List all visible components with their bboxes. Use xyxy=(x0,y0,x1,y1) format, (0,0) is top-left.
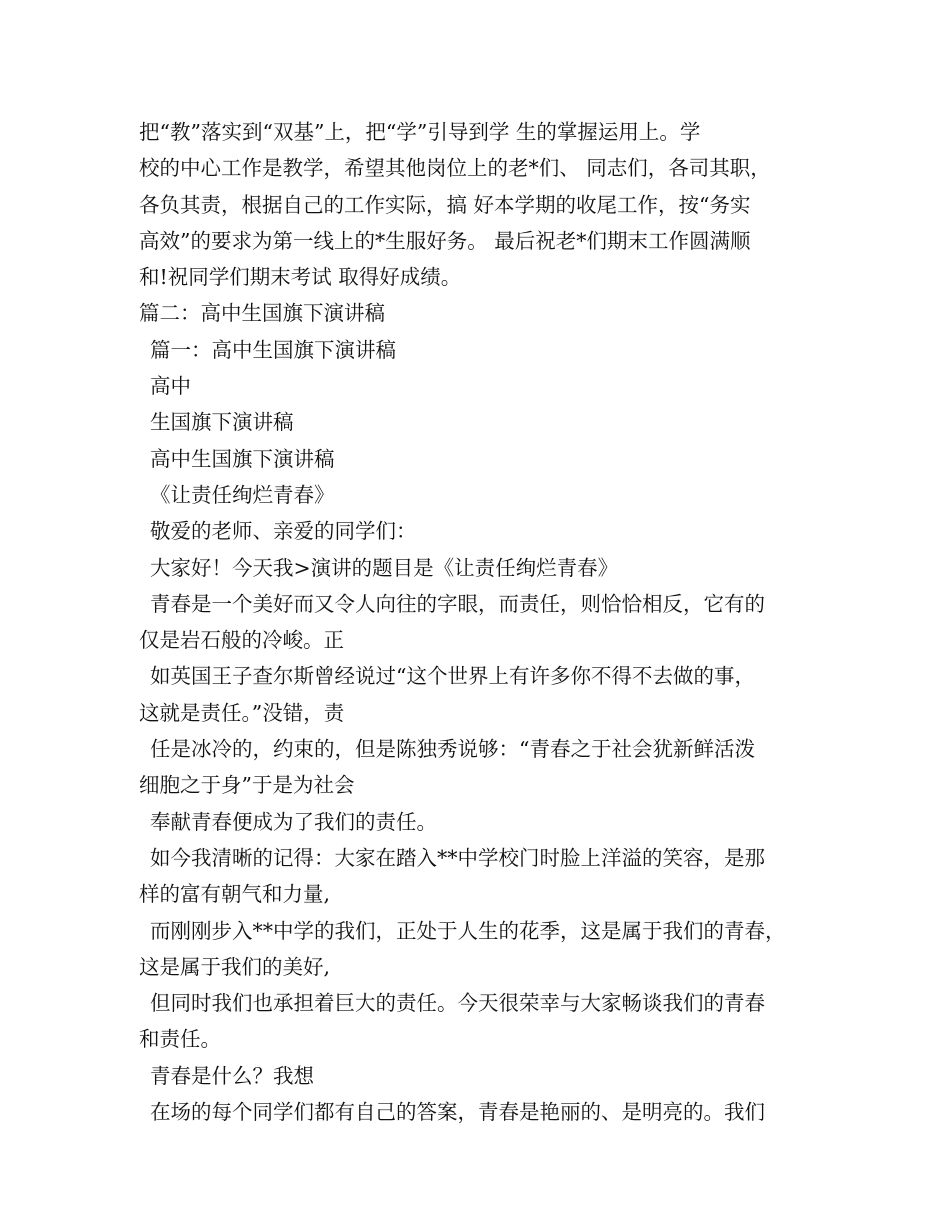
text-line: 高中生国旗下演讲稿 xyxy=(150,446,335,471)
text-line: 细胞之于身”于是为社会 xyxy=(139,773,355,798)
text-line: 如英国王子查尔斯曾经说过“这个世界上有许多你不得不去做的事， xyxy=(150,664,755,689)
text-line: 青春是一个美好而又令人向往的字眼，而责任，则恰恰相反，它有的 xyxy=(150,591,765,616)
text-line: 高效”的要求为第一线上的*生服好务。 最后祝老*们期末工作圆满顺 xyxy=(139,228,751,253)
text-line: 校的中心工作是教学，希望其他岗位上的老*们、 同志们，各司其职， xyxy=(139,156,771,181)
text-line: 篇二：高中生国旗下演讲稿 xyxy=(139,301,385,326)
text-line: 奉献青春便成为了我们的责任。 xyxy=(150,809,437,834)
document-body xyxy=(139,114,819,1130)
text-line: 这是属于我们的美好, xyxy=(139,954,331,979)
text-line: 和责任。 xyxy=(139,1027,221,1052)
text-line: 高中 xyxy=(150,374,191,399)
text-line: 任是冰冷的，约束的，但是陈独秀说够：“青春之于社会犹新鲜活泼 xyxy=(150,737,755,762)
text-line: 篇一：高中生国旗下演讲稿 xyxy=(150,337,396,362)
text-line: 在场的每个同学们都有自己的答案，青春是艳丽的、是明亮的。我们 xyxy=(150,1100,765,1125)
text-line: 但同时我们也承担着巨大的责任。今天很荣幸与大家畅谈我们的青春 xyxy=(150,991,765,1016)
text-line: 青春是什么？我想 xyxy=(150,1063,314,1088)
text-line: 而刚刚步入**中学的我们，正处于人生的花季，这是属于我们的青春， xyxy=(150,918,786,943)
text-line: 这就是责任。”没错，责 xyxy=(139,700,345,725)
text-line: 大家好！今天我>演讲的题目是《让责任绚烂青春》 xyxy=(150,555,619,580)
text-line: 和!祝同学们期末考试 取得好成绩。 xyxy=(139,265,462,290)
text-line: 生国旗下演讲稿 xyxy=(150,410,294,435)
text-line: 《让责任绚烂青春》 xyxy=(150,482,335,507)
text-line: 敬爱的老师、亲爱的同学们： xyxy=(150,519,417,544)
text-line: 仅是岩石般的冷峻。正 xyxy=(139,628,344,653)
text-line: 各负其责，根据自己的工作实际，搞 好本学期的收尾工作，按“务实 xyxy=(139,192,751,217)
text-line: 如今我清晰的记得：大家在踏入**中学校门时脸上洋溢的笑容，是那 xyxy=(150,845,765,870)
text-line: 把“教”落实到“双基”上，把“学”引导到学 生的掌握运用上。学 xyxy=(139,120,701,144)
text-line: 样的富有朝气和力量, xyxy=(139,882,331,907)
